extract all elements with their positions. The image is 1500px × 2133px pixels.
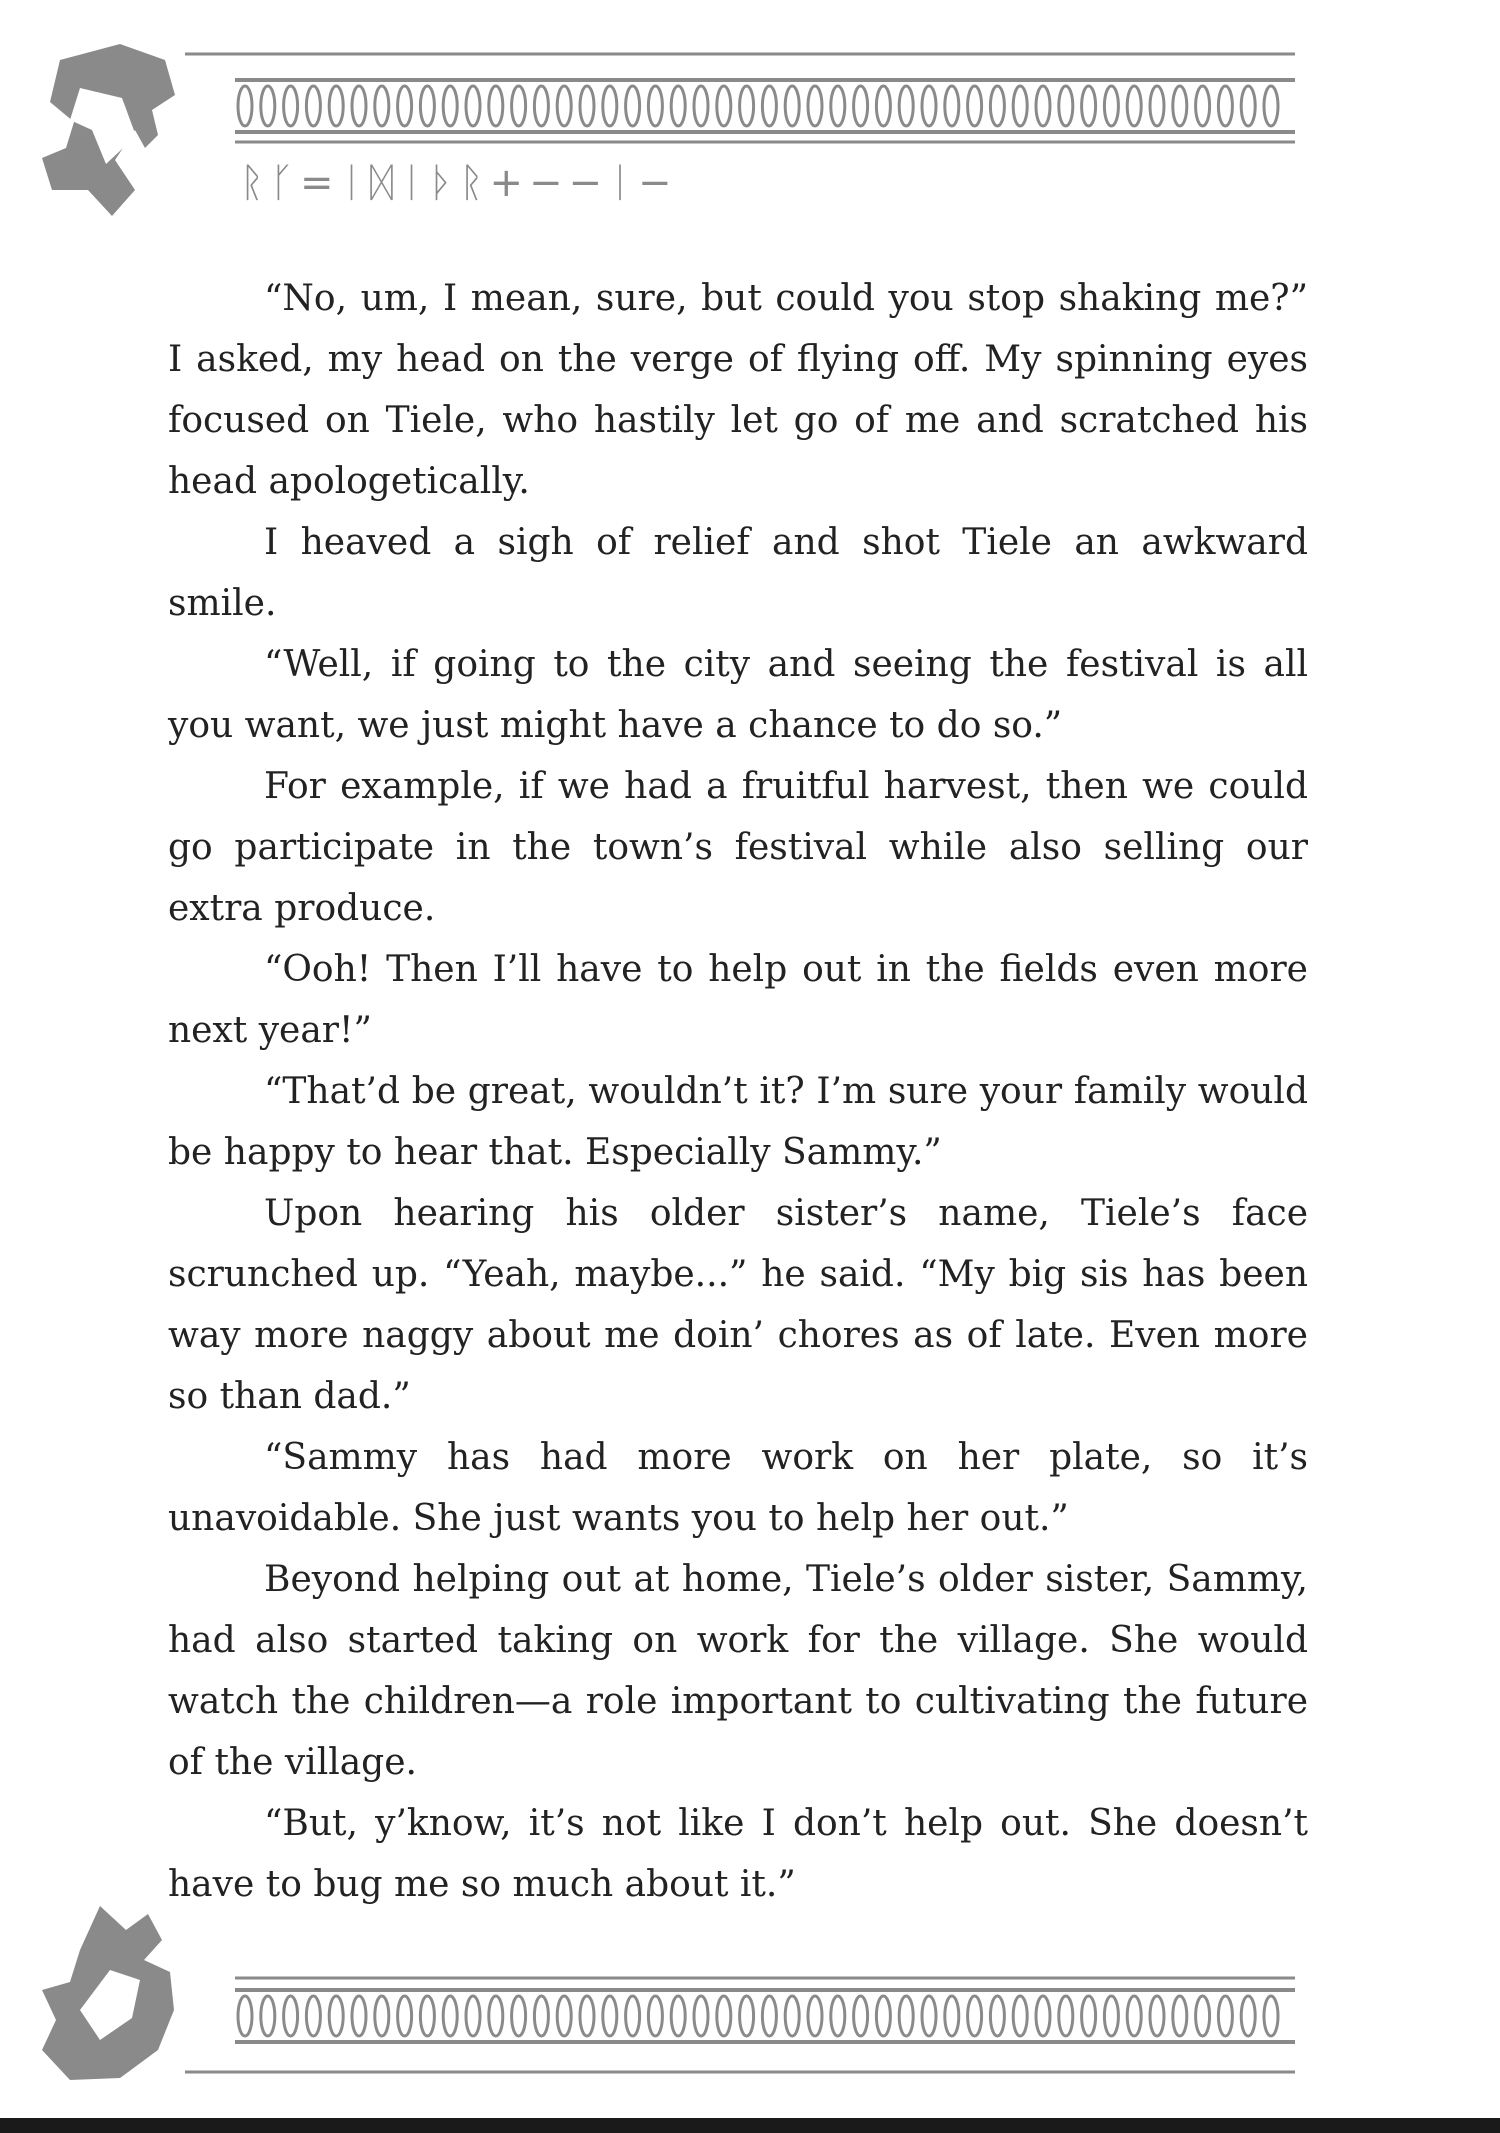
ornament-oval	[1196, 1996, 1210, 2036]
paragraph: “No, um, I mean, sure, but could you stop shaking me?” I asked, my head on the verge of flying off. My spinning eyes focused on Tiele, who hastily let go of me and scratched his head apologetically.	[168, 278, 1308, 502]
ornament-oval	[626, 1996, 640, 2036]
ornament-oval	[1264, 1996, 1278, 2036]
ornament-oval	[1173, 1996, 1187, 2036]
ornament-oval	[1241, 1996, 1255, 2036]
ornament-oval	[1241, 86, 1255, 126]
ornament-oval	[1127, 1996, 1141, 2036]
paragraph: I heaved a sigh of relief and shot Tiele an awkward smile.	[168, 522, 1308, 624]
ornament-oval	[899, 1996, 913, 2036]
ornament-oval	[1150, 1996, 1164, 2036]
ornament-oval	[899, 86, 913, 126]
ornament-oval	[785, 1996, 799, 2036]
paragraph: “Ooh! Then I’ll have to help out in the fields even more next year!”	[168, 949, 1308, 1051]
ornament-oval	[557, 1996, 571, 2036]
ornament-oval	[1104, 86, 1118, 126]
ornament-oval	[945, 86, 959, 126]
ornament-oval	[1264, 86, 1278, 126]
ornament-oval	[831, 1996, 845, 2036]
ornament-oval	[261, 1996, 275, 2036]
ornament-oval	[489, 1996, 503, 2036]
ornament-oval	[740, 1996, 754, 2036]
ornament-oval	[854, 1996, 868, 2036]
ornament-oval	[922, 86, 936, 126]
ornament-oval	[1059, 86, 1073, 126]
ornament-oval	[854, 86, 868, 126]
ornament-oval	[1150, 86, 1164, 126]
ornament-oval	[580, 86, 594, 126]
ornament-oval	[990, 1996, 1004, 2036]
ornament-oval	[580, 1996, 594, 2036]
ornament-oval	[1013, 86, 1027, 126]
ornament-oval	[512, 1996, 526, 2036]
ornament-oval	[1036, 86, 1050, 126]
ornament-oval	[740, 86, 754, 126]
paragraph: “But, y’know, it’s not like I don’t help out. She doesn’t have to bug me so much about it.”	[168, 1803, 1308, 1905]
paragraph: “Sammy has had more work on her plate, so it’s unavoidable. She just wants you to help her out.”	[168, 1437, 1308, 1539]
ornament-oval	[420, 86, 434, 126]
ornament-oval	[375, 1996, 389, 2036]
ornament-oval	[808, 1996, 822, 2036]
ornament-oval	[1082, 1996, 1096, 2036]
ornament-oval	[1082, 86, 1096, 126]
ornament-oval	[398, 1996, 412, 2036]
ornament-oval	[261, 86, 275, 126]
ornament-oval	[968, 1996, 982, 2036]
ornament-oval	[329, 1996, 343, 2036]
ornament-oval	[876, 1996, 890, 2036]
ornament-oval	[534, 86, 548, 126]
ornament-oval	[694, 86, 708, 126]
ornament-oval	[762, 86, 776, 126]
ornament-oval	[968, 86, 982, 126]
ornament-oval	[443, 1996, 457, 2036]
ornament-oval	[329, 86, 343, 126]
ornament-oval	[398, 86, 412, 126]
paragraph: “Well, if going to the city and seeing the festival is all you want, we just might have a chance to do so.”	[168, 644, 1308, 746]
ornament-oval	[1059, 1996, 1073, 2036]
ornament-oval	[1127, 86, 1141, 126]
header-glyph-caption: ᚱᚴ=ᛁᛞᛁᚦᚱ+−−ᛁ−	[240, 160, 678, 206]
ornament-oval	[922, 1996, 936, 2036]
ornament-oval	[785, 86, 799, 126]
paragraph: Beyond helping out at home, Tiele’s older sister, Sammy, had also started taking on work for the village. She would watch the children—a role important to cultivating the future of the village.	[168, 1559, 1308, 1783]
paragraph: “That’d be great, wouldn’t it? I’m sure your family would be happy to hear that. Especially Sammy.”	[168, 1071, 1308, 1173]
footer-ornament	[40, 1900, 1300, 2090]
ornament-oval	[466, 1996, 480, 2036]
ornament-oval	[1218, 1996, 1232, 2036]
ornament-oval	[306, 1996, 320, 2036]
ornament-oval	[466, 86, 480, 126]
ornament-oval	[512, 86, 526, 126]
ornament-oval	[306, 86, 320, 126]
ornament-oval	[717, 86, 731, 126]
ornament-oval	[557, 86, 571, 126]
ornament-oval	[603, 1996, 617, 2036]
ornament-oval	[648, 86, 662, 126]
ornament-oval	[284, 86, 298, 126]
ornament-oval	[375, 86, 389, 126]
ornament-oval	[238, 1996, 252, 2036]
ornament-oval	[1173, 86, 1187, 126]
page-bottom-bar	[0, 2118, 1500, 2133]
ornament-oval	[945, 1996, 959, 2036]
ornament-oval	[238, 86, 252, 126]
ornament-oval	[762, 1996, 776, 2036]
ornament-oval	[808, 86, 822, 126]
body-text	[168, 268, 1308, 1915]
ornament-oval	[420, 1996, 434, 2036]
ornament-oval	[648, 1996, 662, 2036]
ornament-oval	[626, 86, 640, 126]
ornament-oval	[352, 86, 366, 126]
ornament-oval	[717, 1996, 731, 2036]
ornament-oval	[1104, 1996, 1118, 2036]
ornament-oval	[1196, 86, 1210, 126]
ornament-oval	[990, 86, 1004, 126]
ornament-oval	[831, 86, 845, 126]
ornament-oval	[352, 1996, 366, 2036]
paragraph: Upon hearing his older sister’s name, Tiele’s face scrunched up. “Yeah, maybe...” he said. “My big sis has been way more naggy about me doin’ chores as of late. Even more so than dad.”	[168, 1193, 1308, 1417]
ornament-oval	[671, 1996, 685, 2036]
ornament-oval	[876, 86, 890, 126]
header-ornament	[40, 40, 1300, 240]
ornament-oval	[1036, 1996, 1050, 2036]
ornament-oval	[694, 1996, 708, 2036]
ornament-oval	[671, 86, 685, 126]
paragraph: For example, if we had a fruitful harvest, then we could go participate in the town’s festival while also selling our extra produce.	[168, 766, 1308, 929]
ornament-oval	[284, 1996, 298, 2036]
ornament-oval	[603, 86, 617, 126]
ornament-oval	[1218, 86, 1232, 126]
ornament-oval	[489, 86, 503, 126]
ornament-oval	[534, 1996, 548, 2036]
ornament-oval	[1013, 1996, 1027, 2036]
ornament-oval	[443, 86, 457, 126]
